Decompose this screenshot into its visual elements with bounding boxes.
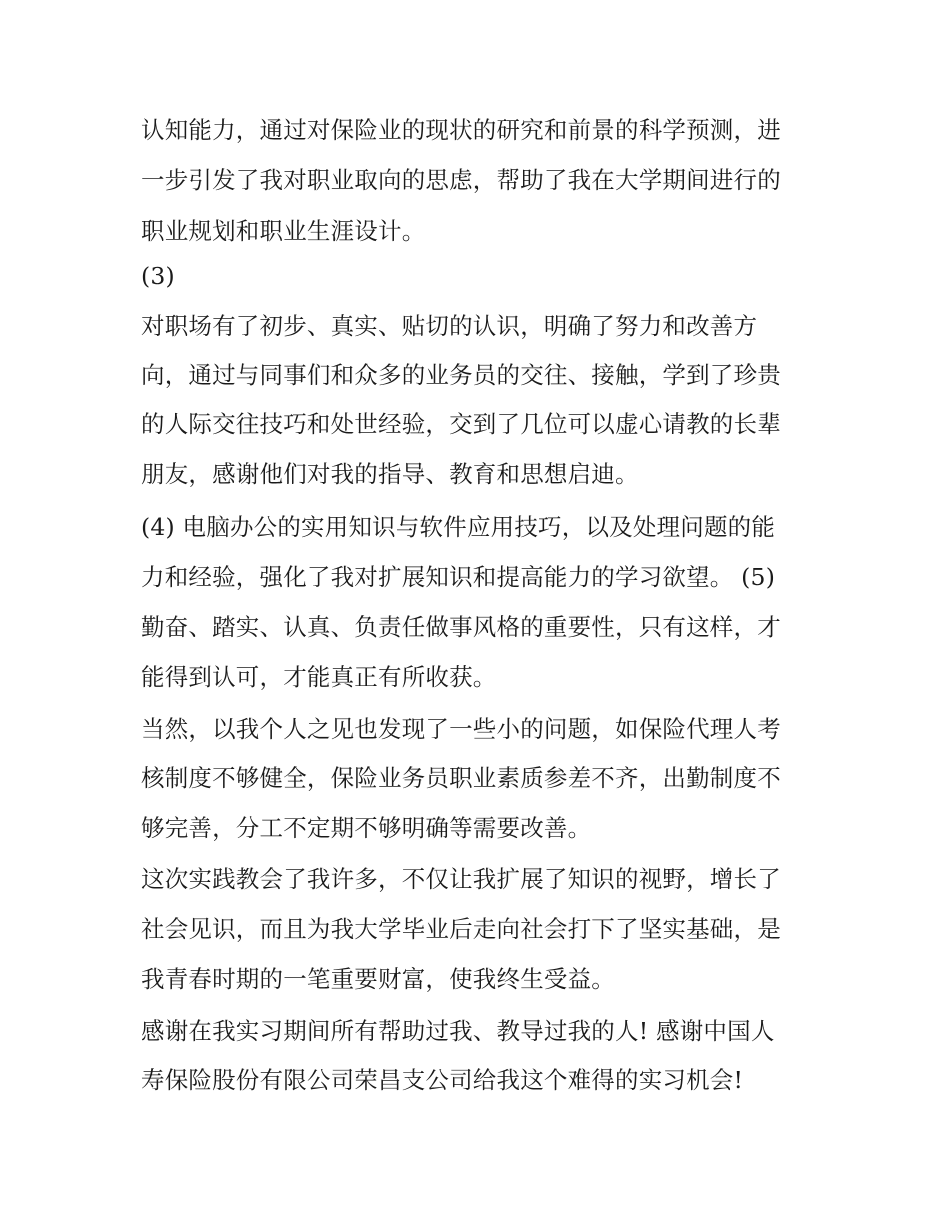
text-line: 的人际交往技巧和处世经验，交到了几位可以虚心请教的长辈 — [141, 410, 781, 438]
text-line: 认知能力，通过对保险业的现状的研究和前景的科学预测，进 — [141, 116, 781, 144]
text-line: 这次实践教会了我许多，不仅让我扩展了知识的视野，增长了 — [141, 865, 781, 893]
text-line: 核制度不够健全，保险业务员职业素质参差不齐，出勤制度不 — [141, 764, 781, 792]
text-line: 能得到认可，才能真正有所收获。 — [141, 663, 497, 691]
text-line: 寿保险股份有限公司荣昌支公司给我这个难得的实习机会! — [141, 1066, 744, 1094]
text-line: 对职场有了初步、真实、贴切的认识，明确了努力和改善方 — [141, 312, 758, 340]
text-line: 我青春时期的一笔重要财富，使我终生受益。 — [141, 965, 615, 993]
text-line: 一步引发了我对职业取向的思虑，帮助了我在大学期间进行的 — [141, 166, 781, 194]
text-line: (4) 电脑办公的实用知识与软件应用技巧，以及处理问题的能 — [141, 513, 776, 541]
text-line: (3) — [141, 262, 175, 290]
text-line: 朋友，感谢他们对我的指导、教育和思想启迪。 — [141, 460, 639, 488]
text-line: 社会见识，而且为我大学毕业后走向社会打下了坚实基础，是 — [141, 915, 781, 943]
text-line: 感谢在我实习期间所有帮助过我、教导过我的人! 感谢中国人 — [141, 1017, 775, 1045]
text-line: 当然，以我个人之见也发现了一些小的问题，如保险代理人考 — [141, 715, 781, 743]
text-line: 力和经验，强化了我对扩展知识和提高能力的学习欲望。 (5) — [141, 563, 776, 591]
text-line: 勤奋、踏实、认真、负责任做事风格的重要性，只有这样，才 — [141, 613, 781, 641]
text-line: 够完善，分工不定期不够明确等需要改善。 — [141, 814, 592, 842]
text-line: 向，通过与同事们和众多的业务员的交往、接触，学到了珍贵 — [141, 361, 781, 389]
text-line: 职业规划和职业生涯设计。 — [141, 217, 426, 245]
